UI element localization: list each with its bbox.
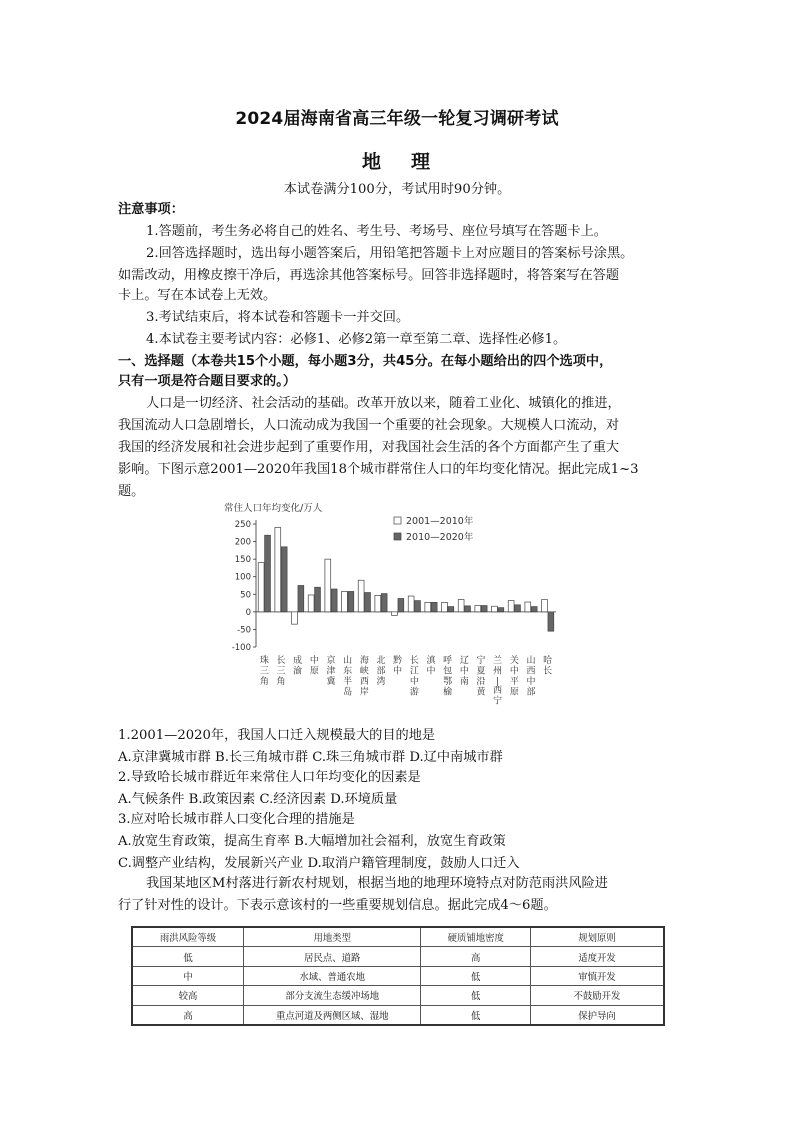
category-label-char: 中 — [393, 666, 403, 677]
category-label-char: 珠 — [259, 656, 269, 666]
category-label-char: 原 — [509, 687, 519, 698]
table-cell: 较高 — [132, 986, 244, 1005]
category-label-char: 黄 — [476, 687, 486, 698]
bar-2001-2010 — [475, 606, 481, 612]
passage-line: 行了针对性的设计。下表示意该村的一些重要规划信息。据此完成4～6题。 — [118, 898, 557, 913]
category-label-char: 东 — [343, 666, 353, 677]
category-label-char: 长 — [276, 656, 286, 666]
y-tick-label: 50 — [240, 590, 251, 601]
question-option: C.调整产业结构，发展新兴产业 D.取消户籍管理制度，鼓励人口迁入 — [118, 856, 520, 871]
subject-char-2: 理 — [411, 151, 433, 173]
y-tick-label: 100 — [234, 572, 251, 583]
category-label-char: 部 — [376, 666, 386, 677]
question-line: 2.导致哈长城市群近年来常住人口年均变化的因素是 — [118, 770, 421, 785]
category-label-char: 西 — [493, 686, 503, 696]
table-cell: 居民点、道路 — [244, 947, 421, 966]
category-label-char: 山 — [343, 656, 353, 666]
category-label-char: 岸 — [359, 687, 369, 698]
category-label-char: 峡 — [359, 666, 369, 677]
bar-2001-2010 — [458, 600, 464, 612]
table-row — [132, 947, 664, 966]
bar-2001-2010 — [308, 595, 314, 612]
bar-2001-2010 — [292, 612, 298, 624]
category-label-char: 角 — [276, 677, 286, 687]
bar-2010-2020 — [398, 599, 404, 612]
table-header: 硬质铺地密度 — [421, 927, 531, 947]
plan-table — [131, 926, 665, 1026]
bar-2001-2010 — [508, 601, 514, 612]
table-header: 雨洪风险等级 — [132, 927, 244, 947]
category-label-char: 山 — [526, 656, 536, 666]
passage-line: 我国某地区M村落进行新农村规划，根据当地的地理环境特点对防范雨洪风险进 — [146, 876, 608, 891]
category-label-char: 宁 — [493, 696, 503, 707]
bar-2010-2020 — [431, 602, 437, 611]
bar-2001-2010 — [542, 600, 548, 612]
subject-char-1: 地 — [361, 151, 383, 173]
category-label-char: 州 — [493, 666, 503, 677]
bar-2010-2020 — [265, 535, 271, 612]
table-header: 用地类型 — [244, 927, 421, 947]
category-label-char: 兰 — [493, 656, 503, 666]
note-item: 卡上。写在本试卷上无效。 — [118, 288, 277, 303]
category-label-char: 岛 — [343, 687, 353, 698]
legend-swatch — [394, 533, 401, 540]
bar-2001-2010 — [492, 606, 498, 612]
category-label-char: 沿 — [476, 677, 486, 687]
category-label-char: 中 — [309, 656, 319, 666]
category-label-char: 中 — [459, 666, 469, 677]
category-label-char: 宁 — [476, 656, 486, 666]
passage-line: 影响。下图示意2001—2020年我国18个城市群常住人口的年均变化情况。据此完成1~3 — [118, 462, 639, 477]
category-label-char: 原 — [309, 666, 319, 677]
bar-2001-2010 — [275, 528, 281, 612]
category-label-char: 西 — [359, 677, 369, 687]
table-cell: 高 — [132, 1005, 244, 1025]
passage-line: 我国流动人口急剧增长，人口流动成为我国一个重要的社会现象。大规模人口流动，对 — [118, 418, 620, 433]
passage-line: 人口是一切经济、社会活动的基础。改革开放以来，随着工业化、城镇化的推进， — [146, 396, 621, 411]
category-label-char: 滇 — [426, 656, 436, 666]
category-label-char: 呼 — [443, 656, 453, 666]
exam-info: 本试卷满分100分，考试用时90分钟。 — [283, 182, 511, 197]
category-label-char: 半 — [343, 677, 353, 687]
category-label-char: 黔 — [393, 656, 403, 666]
plan-table-wrap — [131, 926, 665, 1022]
notes-heading: 注意事项： — [118, 202, 184, 217]
question-line: 3.应对哈长城市群人口变化合理的措施是 — [118, 812, 355, 827]
table-header: 规划原则 — [530, 927, 664, 947]
category-label-char: 关 — [509, 656, 519, 666]
category-label-char: 中 — [526, 677, 536, 687]
note-item: 如需改动，用橡皮擦干净后，再选涂其他答案标号。回答非选择题时，将答案写在答题 — [118, 268, 620, 283]
bar-2010-2020 — [348, 591, 354, 611]
category-label-char: 成 — [293, 656, 303, 666]
category-label-char: 夏 — [476, 666, 486, 677]
table-cell: 部分支流生态缓冲场地 — [244, 986, 421, 1005]
bar-2001-2010 — [375, 595, 381, 612]
y-tick-label: -100 — [231, 643, 251, 653]
question-option: A.京津冀城市群 B.长三角城市群 C.珠三角城市群 D.辽中南城市群 — [118, 750, 503, 765]
bar-2001-2010 — [258, 563, 264, 612]
category-label-char: 游 — [409, 687, 419, 698]
bar-2010-2020 — [381, 594, 387, 612]
category-label-char: 西 — [526, 666, 536, 677]
passage-line: 我国的经济发展和社会进步起到了重要作用，对我国社会生活的各个方面都产生了重大 — [118, 440, 620, 455]
y-tick-label: 0 — [245, 607, 251, 618]
category-label-char: 中 — [409, 677, 419, 687]
category-label-char: 长 — [409, 656, 419, 666]
category-label-char: 三 — [259, 666, 269, 677]
category-label-char: 南 — [459, 677, 469, 687]
bar-2010-2020 — [415, 601, 421, 612]
question-option: A.气候条件 B.政策因素 C.经济因素 D.环境质量 — [118, 792, 398, 807]
bar-2010-2020 — [448, 607, 454, 612]
table-cell: 适度开发 — [530, 947, 664, 966]
y-axis-label: 常住人口年均变化/万人 — [224, 503, 323, 514]
category-label-char: 榆 — [443, 687, 453, 698]
category-label-char: 平 — [509, 677, 519, 687]
table-row — [132, 986, 664, 1005]
table-cell: 中 — [132, 966, 244, 985]
table-row — [132, 1005, 664, 1025]
table-cell: 低 — [421, 986, 531, 1005]
category-label-char: 鄂 — [443, 677, 453, 687]
category-label-char: 包 — [443, 666, 453, 677]
category-label-char: 江 — [409, 666, 419, 677]
category-label-char: 渝 — [293, 666, 303, 677]
bar-2010-2020 — [465, 606, 471, 612]
category-label-char: 湾 — [376, 677, 386, 687]
legend-label: 2010—2020年 — [406, 532, 474, 543]
bar-2010-2020 — [531, 607, 537, 612]
category-label-char: 津 — [326, 666, 336, 677]
table-cell: 低 — [421, 966, 531, 985]
note-item: 2.回答选择题时，选出每小题答案后，用铅笔把答题卡上对应题目的答案标号涂黑。 — [146, 246, 634, 261]
category-label-char: 中 — [509, 666, 519, 677]
bar-2010-2020 — [298, 586, 304, 612]
bar-2010-2020 — [315, 587, 321, 612]
bar-2010-2020 — [481, 606, 487, 612]
y-tick-label: 250 — [234, 520, 251, 530]
category-label-char: 冀 — [326, 677, 336, 687]
passage-line: 题。 — [118, 484, 145, 499]
bar-2010-2020 — [365, 593, 371, 612]
section-heading: 一、选择题（本卷共15个小题，每小题3分，共45分。在每小题给出的四个选项中， — [118, 354, 613, 369]
y-tick-label: -50 — [237, 625, 251, 636]
bar-2001-2010 — [392, 612, 398, 616]
table-cell: 高 — [421, 947, 531, 966]
exam-title: 2024届海南省高三年级一轮复习调研考试 — [235, 109, 559, 129]
table-cell: 不鼓励开发 — [530, 986, 664, 1005]
y-tick-label: 150 — [234, 555, 251, 566]
bar-2010-2020 — [331, 589, 337, 612]
category-label-char: 角 — [259, 677, 269, 687]
legend-swatch — [394, 517, 401, 524]
table-cell: 审慎开发 — [530, 966, 664, 985]
category-label-char: 海 — [359, 656, 369, 666]
category-label-char: 北 — [376, 656, 386, 666]
category-label-char: 三 — [276, 666, 286, 677]
bar-2001-2010 — [325, 559, 331, 612]
table-cell: 低 — [132, 947, 244, 966]
table-cell: 保护导向 — [530, 1005, 664, 1025]
bar-2001-2010 — [425, 602, 431, 611]
table-cell: 低 — [421, 1005, 531, 1025]
question-line: 1.2001—2020年，我国人口迁入规模最大的目的地是 — [118, 728, 436, 743]
question-option: A.放宽生育政策，提高生育率 B.大幅增加社会福利，放宽生育政策 — [118, 834, 506, 849]
bar-2001-2010 — [525, 602, 531, 612]
bar-2001-2010 — [358, 580, 364, 612]
category-label-char: | — [496, 677, 500, 687]
y-tick-label: 200 — [234, 537, 251, 548]
legend-label: 2001—2010年 — [406, 516, 474, 527]
bar-2010-2020 — [548, 612, 554, 631]
population-chart — [222, 497, 562, 709]
category-label-char: 京 — [326, 656, 336, 666]
table-cell: 重点河道及两侧区域、湿地 — [244, 1005, 421, 1025]
bar-2001-2010 — [408, 596, 414, 612]
bar-2001-2010 — [442, 602, 448, 611]
bar-2010-2020 — [281, 547, 287, 612]
category-label-char: 中 — [426, 666, 436, 677]
category-label-char: 辽 — [459, 656, 469, 666]
note-item: 1.答题前，考生务必将自己的姓名、考生号、考场号、座位号填写在答题卡上。 — [146, 224, 607, 239]
category-label-char: 哈 — [543, 656, 553, 666]
section-heading-cont: 只有一项是符合题目要求的。） — [118, 374, 297, 389]
bar-2010-2020 — [498, 608, 504, 612]
note-item: 4.本试卷主要考试内容：必修1、必修2第一章至第二章、选择性必修1。 — [146, 332, 567, 347]
category-label-char: 长 — [543, 666, 553, 677]
note-item: 3.考试结束后，将本试卷和答题卡一并交回。 — [146, 310, 410, 325]
bar-2010-2020 — [515, 605, 521, 612]
category-label-char: 部 — [526, 687, 536, 698]
subject-title — [0, 147, 794, 174]
bar-2001-2010 — [342, 591, 348, 611]
table-header-row — [132, 927, 664, 947]
table-row — [132, 966, 664, 985]
table-cell: 水域、普通农地 — [244, 966, 421, 985]
